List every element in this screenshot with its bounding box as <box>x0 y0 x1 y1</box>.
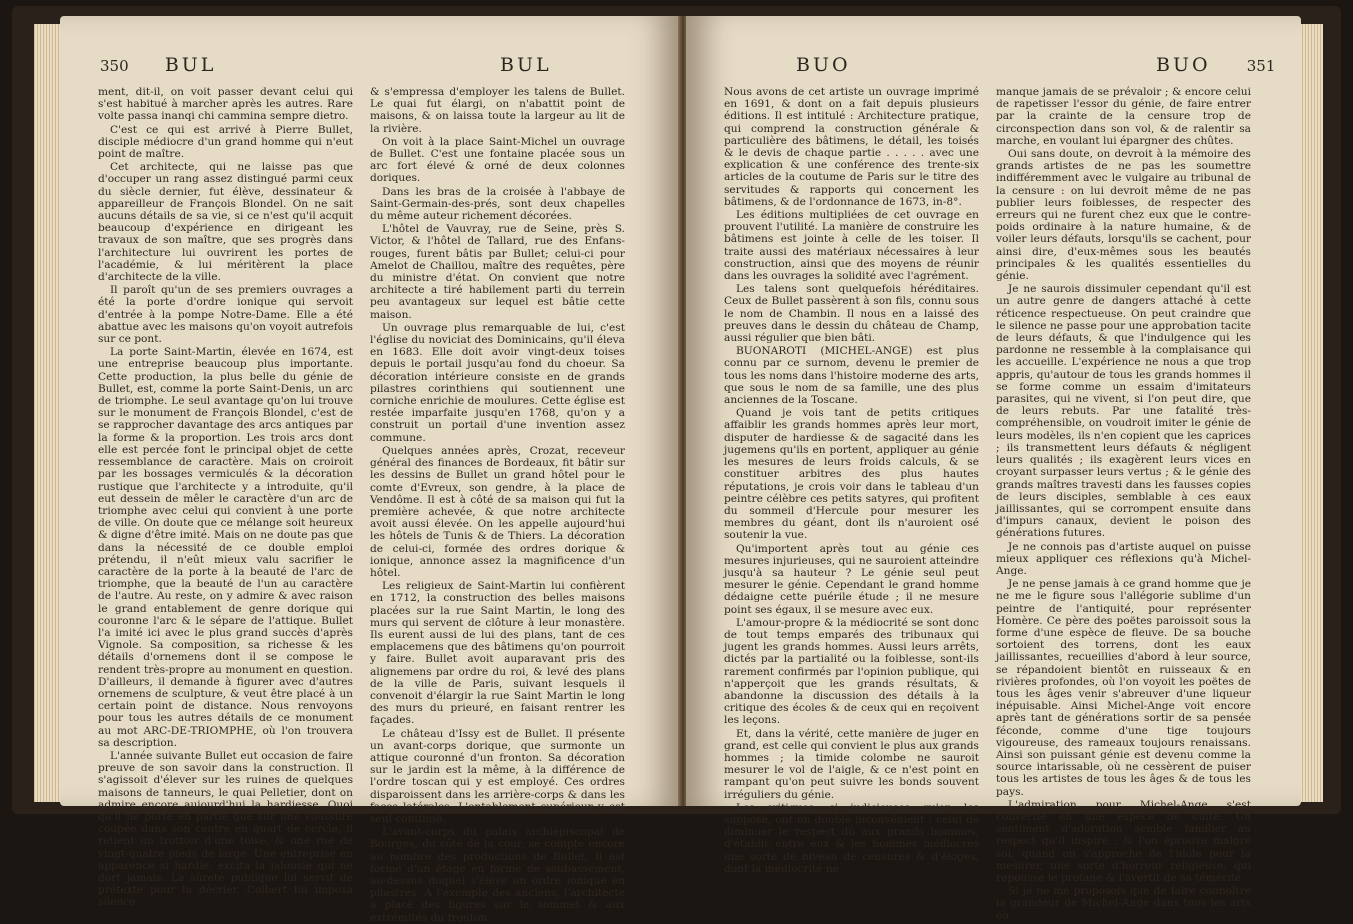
paragraph: Je ne connois pas d'artiste auquel on puisse mieux appliquer ces réflexions qu'à Michel-Ange. <box>996 540 1251 577</box>
left-page-running-head-1: BUL <box>164 54 217 76</box>
paragraph: Dans les bras de la croisée à l'abbaye de Saint-Germain-des-prés, sont deux chapelles du même auteur richement décorées. <box>370 185 625 223</box>
left-page <box>60 16 680 924</box>
paragraph: Je ne saurois dissimuler cependant qu'il est un autre genre de dangers attaché à cette réticence respectueuse. On peut craindre que le silence ne passe pour une approbation tacite de leurs défauts, & que l'indulgence qui les pardonne ne ressemble à la complaisance qui les accueille. L'expérience ne nous a que trop appris, qu'autour de tous les grands hommes il se forme comme un essaim d'imitateurs parasites, qui ne vivent, si l'on peut dire, que de leurs rebuts. Par une fatalité très-compréhensible, on voudroit imiter le génie de leurs modèles, ils n'en copient que les caprices ; ils transmettent leurs défauts & négligent leurs qualités ; ils exagèrent leurs vices en croyant surpasser leurs vertus ; & le génie des grands maîtres travesti dans les fausses copies de leurs disciples, semblable à ces eaux jaillissantes, qui se corrompent ensuite dans d'impurs canaux, devient le poison des générations futures. <box>996 283 1251 540</box>
left-page-header-left <box>100 54 216 84</box>
left-page-running-head-2: BUL <box>500 54 552 76</box>
paragraph: Les éditions multipliées de cet ouvrage en prouvent l'utilité. La manière de construire les bâtimens est jointe à celle de les toiser. Il traite aussi des matériaux nécessaires à leur construction, ainsi que des moyens de réunir dans les ouvrages la solidité avec l'agrément. <box>724 209 979 283</box>
paragraph: ment, dit-il, on voit passer devant celui qui s'est habitué à marcher après les autres. Rare volte passa inanqi chi cammina sempre dietro. <box>98 86 353 123</box>
left-page-column-2 <box>370 86 625 924</box>
left-page-number: 350 <box>100 57 129 75</box>
paragraph: Si je ne me proposois que de faire connoître la grandeur de Michel-Ange dans tous les arts où <box>996 885 1251 922</box>
left-page-header-right <box>500 54 552 84</box>
right-page-running-head-1: BUO <box>796 54 851 76</box>
right-page-header-left <box>796 54 851 84</box>
right-page <box>686 16 1301 922</box>
left-page-column-1 <box>98 86 353 909</box>
paragraph: L'avant-corps du palais archiépiscopal de Bourges, du côté de la cour, se compte encore au nombre des productions de Bullet. Il est formé d'un étage en forme de soubassement, au-dessus duquel s'élève un ordre ionique en pilastres. A l'exemple des anciens, l'architecte a placé des figures sur le sommet & aux extrémités du fronton. <box>370 826 625 924</box>
paragraph: La porte Saint-Martin, élevée en 1674, est une entreprise beaucoup plus importante. Cette production, la plus belle du génie de Bullet, est, comme la porte Saint-Denis, un arc de triomphe. Le seul avantage qu'on lui trouve sur le monument de François Blondel, c'est de se rapprocher davantage des arcs antiques par la forme & la proportion. Les trois arcs dont elle est percée font le principal objet de cette ressemblance de caractère. Mais on croiroit par les bossages vermiculés & la décoration rustique que l'architecte y a introduite, qu'il eut dessein de mêler le caractère d'un arc de triomphe avec celui qui convient à une porte de ville. On doute que ce mélange soit heureux & digne d'être imité. Mais on ne doute pas que dans la nécessité de ce double emploi prétendu, il n'eût mieux valu sacrifier le caractère de la porte à la beauté de l'arc de triomphe, que la beauté de l'un au caractère de l'autre. Au reste, on y admire & avec raison le grand entablement de genre dorique qui couronne l'arc & le sépare de l'attique. Bullet l'a imité ici avec le plus grand succès d'après Vignole. Sa composition, sa richesse & les détails d'ornemens dont il se compose le rendent très-propre au monument en question. D'ailleurs, il demande à figurer avec d'autres ornemens de sculpture, & veut être placé à un certain point de distance. Nous renvoyons pour tous les autres détails de ce monument au mot ARC-DE-TRIOMPHE, où l'on trouvera sa description. <box>98 346 353 749</box>
paragraph: Quelques années après, Crozat, receveur général des finances de Bordeaux, fit bâtir sur les dessins de Bullet un grand hôtel pour le comte d'Evreux, son gendre, à la place de Vendôme. Il est à côté de sa maison qui fut la première achevée, & que notre architecte avoit aussi élevée. On les appelle aujourd'hui les hôtels de Tunis & de Thiers. La décoration de celui-ci, formée des ordres dorique & ionique, annonce assez la magnificence d'un hôtel. <box>370 444 625 579</box>
right-page-column-2 <box>996 86 1251 922</box>
paragraph: Nous avons de cet artiste un ouvrage imprimé en 1691, & dont on a fait depuis plusieurs éditions. Il est intitulé : Architecture pratique, qui comprend la construction générale & particulière des bâtimens, le détail, les toisés & le devis de chaque partie . . . . . avec une explication & une conférence des trente-six articles de la coutume de Paris sur le titre des servitudes & rapports qui concernent les bâtimens, & de l'ordonnance de 1673, in-8°. <box>724 86 979 208</box>
paragraph: & s'empressa d'employer les talens de Bullet. Le quai fut élargi, on n'abattit point de maisons, & on laissa toute la largeur au lit de la rivière. <box>370 86 625 135</box>
paragraph: Quand je vois tant de petits critiques affaiblir les grands hommes après leur mort, disputer de hardiesse & de sagacité dans les jugemens qu'ils en portent, appliquer au génie les mesures de leurs froids calculs, & se constituer arbitres des plus hautes réputations, je crois voir dans le tableau d'un peintre célèbre ces petits satyres, qui profitent du sommeil d'Hercule pour mesurer les membres du géant, dont ils n'auroient osé soutenir la vue. <box>724 407 979 542</box>
paragraph: Les talens sont quelquefois héréditaires. Ceux de Bullet passèrent à son fils, connu sous le nom de Chambin. Il nous en a laissé des preuves dans le dessin du château de Champ, aussi régulier que bien bâti. <box>724 283 979 345</box>
paragraph: Les religieux de Saint-Martin lui confièrent en 1712, la construction des belles maisons placées sur la rue Saint Martin, le long des murs qui servent de clôture à leur monastère. Ils eurent aussi de lui des plans, tant de ces emplacemens que des bâtimens qu'on pourroit y faire. Bullet avoit auparavant pris des alignemens par ordre du roi, & levé des plans de la ville de Paris, suivant lesquels il convenoit d'élargir la rue Saint Martin le long des murs du prieuré, en faisant rentrer les façades. <box>370 580 625 727</box>
right-page-number: 351 <box>1246 57 1276 75</box>
paragraph: Et, dans la vérité, cette manière de juger en grand, est celle qui convient le plus aux grands hommes ; la timide colombe ne sauroit mesurer le vol de l'aigle, & ce n'est point en rampant qu'on peut suivre les bonds souvent irréguliers du génie. <box>724 727 979 801</box>
paragraph: Il paroît qu'un de ses premiers ouvrages a été la porte d'ordre ionique qui servoit d'entrée à la pompe Notre-Dame. Elle a été abattue avec les maisons qu'on voyoit autrefois sur ce pont. <box>98 284 353 346</box>
paragraph: Oui sans doute, on devroit à la mémoire des grands artistes de ne pas les soumettre indifféremment avec le vulgaire au tribunal de la censure : on lui devroit même de ne pas publier leurs foiblesses, de respecter des erreurs qui ne furent chez eux que le contre-poids ordinaire à la nature humaine, & de voiler leurs défauts, lorsqu'ils se cachent, pour ainsi dire, d'eux-mêmes sous les beautés principales & les qualités essentielles du génie. <box>996 148 1251 283</box>
paragraph: BUONAROTI (MICHEL-ANGE) est plus connu par ce surnom, devenu le premier de tous les noms dans l'histoire moderne des arts, que sous le nom de sa famille, une des plus anciennes de la Toscane. <box>724 345 979 407</box>
paragraph: L'hôtel de Vauvray, rue de Seine, près S. Victor, & l'hôtel de Tallard, rue des Enfans-rouges, furent bâtis par Bullet; celui-ci pour Amelot de Chaillou, maître des requêtes, père du ministre d'état. On convient que notre architecte a tiré habilement parti du terrein peu avantageux sur lequel est bâtie cette maison. <box>370 223 625 321</box>
paragraph: L'amour-propre & la médiocrité se sont donc de tout temps emparés des tribunaux qui jugent les grands hommes. Aussi leurs arrêts, dictés par la partialité ou la foiblesse, sont-ils rarement confirmés par l'opinion publique, qui n'apperçoit que les grands résultats, & abandonne la discussion des détails à la critique des écoles & de ceux qui en reçoivent les leçons. <box>724 616 979 727</box>
paragraph: Le château d'Issy est de Bullet. Il présente un avant-corps dorique, que surmonte un attique couronné d'un fronton. Sa décoration sur le jardin est la même, à la différence de l'ordre toscan qui y est employé. Ces ordres disparoissent dans les arrière-corps & dans les faces latérales. L'entablement supérieur y est seul continué. <box>370 727 625 825</box>
right-page-column-1 <box>724 86 979 875</box>
paragraph: L'année suivante Bullet eut occasion de faire preuve de son savoir dans la construction. Il s'agissoit d'élever sur les ruines de quelques maisons de tanneurs, le quai Pelletier, dont on admire encore aujourd'hui la hardiesse. Quoi qu'il ne porte en partie que sur une voussure coupée dans son centre en quart de cercle, il retient un trottoir d'une toise, & une rue de vingt-quatre pieds de large. Une entreprise en apparence si hardie, excita la jalousie qui ne dort jamais. La sûreté publique lui servit de prétexte pour la décrier. Colbert lui imposa silence <box>98 749 353 909</box>
paragraph: Qu'importent après tout au génie ces mesures injurieuses, qui ne sauroient atteindre jusqu'à sa hauteur ? Le génie seul peut mesurer le génie. Cependant le grand homme dédaigne cette puérile étude ; il ne mesure point ses égaux, il se mesure avec eux. <box>724 542 979 616</box>
paragraph: Un ouvrage plus remarquable de lui, c'est l'église du noviciat des Dominicains, qu'il éleva en 1683. Elle doit avoir vingt-deux toises depuis le portail jusqu'au fond du choeur. Sa décoration intérieure consiste en de grands pilastres corinthiens qui soutiennent une corniche enrichie de moulures. Cette église est restée imparfaite jusqu'en 1768, qu'on y a construit un portail d'une invention assez commune. <box>370 321 625 444</box>
right-page-header-right <box>1156 54 1275 84</box>
paragraph: Les critiques, si judicieuses qu'on les suppose, ont un double inconvénient : celui de diminuer le respect dû aux grands hommes, d'établir entre eux & les hommes médiocres une sorte de niveau de censures & d'éloges, dont la médiocrité ne <box>724 801 979 875</box>
paragraph: On voit à la place Saint-Michel un ouvrage de Bullet. C'est une fontaine placée sous un arc fort élevé & orné de deux colonnes doriques. <box>370 135 625 185</box>
right-page-running-head-2: BUO <box>1156 54 1211 76</box>
open-book <box>12 6 1341 924</box>
paragraph: Cet architecte, qui ne laisse pas que d'occuper un rang assez distingué parmi ceux du siècle dernier, fut élève, dessinateur & appareilleur de François Blondel. On ne sait aucuns détails de sa vie, si ce n'est qu'il acquit beaucoup d'expérience en dirigeant les travaux de son maître, que ses progrès dans l'architecture lui ouvrirent les portes de l'académie, & lui méritèrent la place d'architecte de la ville. <box>98 161 353 284</box>
paragraph: L'admiration pour Michel-Ange s'est convertie en une espèce de culte. Un sentiment d'adoration semble familier au respect qu'il inspire ; & l'on éprouve malgré soi, quand on s'approche de l'idole pour la mesurer, une sorte d'horreur religieuse, qui repousse le profane & l'avertit de sa témérité. <box>996 798 1251 884</box>
paragraph: Je ne pense jamais à ce grand homme que je ne me le figure sous l'allégorie sublime d'un peintre de l'antiquité, pour représenter Homère. Ce père des poëtes paroissoit sous la forme d'une espèce de fleuve. De sa bouche sortoient des torrens, dont les eaux jaillissantes, recueillies d'abord à leur source, se répandoient bientôt en ruisseaux & en rivières profondes, où l'on voyoit les poëtes de tous les âges venir s'abreuver d'une liqueur inépuisable. Ainsi Michel-Ange voit encore après tant de générations sortir de sa pensée féconde, comme d'une tige toujours vigoureuse, des rameaux toujours renaissans. Ainsi son puissant génie est devenu comme la source intarissable, où ne cessèrent de puiser tous les artistes de tous les âges & de tous les pays. <box>996 578 1251 798</box>
paragraph: manque jamais de se prévaloir ; & encore celui de rapetisser l'essor du génie, de faire entrer par la crainte de la censure trop de circonspection dans son vol, & de ralentir sa marche, en voulant lui épargner des chûtes. <box>996 86 1251 147</box>
paragraph: C'est ce qui est arrivé à Pierre Bullet, disciple médiocre d'un grand homme qui n'eut point de maître. <box>98 123 353 161</box>
left-page-edges <box>34 24 62 802</box>
